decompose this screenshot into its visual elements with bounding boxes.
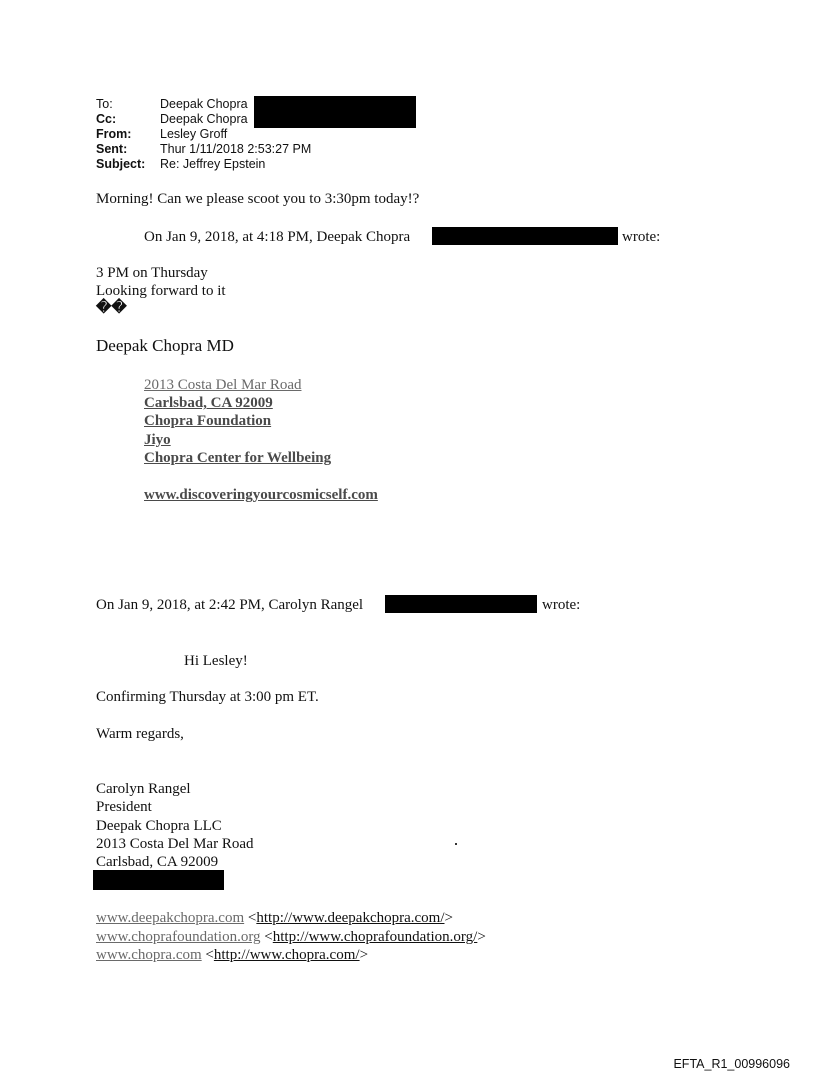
link-row: www.chopra.com <http://www.chopra.com/>: [96, 947, 369, 963]
signature-city-link[interactable]: Carlsbad, CA 92009: [144, 395, 273, 411]
sig2-title: President: [96, 799, 152, 815]
signature-name: Deepak Chopra MD: [96, 336, 234, 355]
redaction-block: [254, 96, 416, 128]
reply-line-1: 3 PM on Thursday: [96, 265, 208, 281]
link-url[interactable]: http://www.chopra.com/: [213, 947, 360, 963]
header-subject-label: Subject:: [96, 157, 146, 171]
redaction-block: [93, 870, 224, 890]
greeting-line: Morning! Can we please scoot you to 3:30pm today!?: [96, 191, 420, 207]
header-cc-label: Cc:: [96, 112, 117, 126]
header-from-value: Lesley Groff: [160, 127, 228, 141]
signature-center-link[interactable]: Chopra Center for Wellbeing: [144, 450, 332, 466]
header-subject-value: Re: Jeffrey Epstein: [160, 157, 266, 171]
reply-glyphs: ��: [96, 300, 127, 316]
sig2-name: Carolyn Rangel: [96, 781, 191, 797]
sig2-city: Carlsbad, CA 92009: [96, 854, 219, 870]
regards-line: Warm regards,: [96, 726, 184, 742]
quote1-intro: On Jan 9, 2018, at 4:18 PM, Deepak Chopra: [144, 229, 411, 245]
redaction-block: [432, 227, 618, 245]
link-text[interactable]: www.choprafoundation.org: [96, 929, 261, 945]
link-row: www.choprafoundation.org <http://www.choprafoundation.org/>: [96, 929, 486, 945]
sig2-address: 2013 Costa Del Mar Road: [96, 836, 254, 852]
redaction-block: [385, 595, 537, 613]
link-row: www.deepakchopra.com <http://www.deepakchopra.com/>: [96, 910, 453, 926]
confirm-line: Confirming Thursday at 3:00 pm ET.: [96, 689, 319, 705]
reply-line-2: Looking forward to it: [96, 283, 226, 299]
document-id: EFTA_R1_00996096: [673, 1057, 790, 1071]
sig2-company: Deepak Chopra LLC: [96, 818, 222, 834]
header-to-value: Deepak Chopra: [160, 97, 248, 111]
stray-dot: [455, 843, 457, 845]
hi-line: Hi Lesley!: [184, 653, 248, 669]
header-sent-value: Thur 1/11/2018 2:53:27 PM: [160, 142, 312, 156]
header-cc-value: Deepak Chopra: [160, 112, 248, 126]
quote2-wrote: wrote:: [542, 597, 581, 613]
header-sent-label: Sent:: [96, 142, 128, 156]
signature-foundation-link[interactable]: Chopra Foundation: [144, 413, 272, 429]
link-text[interactable]: www.chopra.com: [96, 947, 202, 963]
signature-address-link[interactable]: 2013 Costa Del Mar Road: [144, 377, 302, 393]
header-to-label: To:: [96, 97, 113, 111]
link-url[interactable]: http://www.deepakchopra.com/: [256, 910, 445, 926]
signature-jiyo-link[interactable]: Jiyo: [144, 432, 171, 448]
header-from-label: From:: [96, 127, 132, 141]
link-text[interactable]: www.deepakchopra.com: [96, 910, 245, 926]
signature-website-link[interactable]: www.discoveringyourcosmicself.com: [144, 487, 378, 503]
quote2-intro: On Jan 9, 2018, at 2:42 PM, Carolyn Rangel: [96, 597, 364, 613]
link-url[interactable]: http://www.choprafoundation.org/: [272, 929, 478, 945]
quote1-wrote: wrote:: [622, 229, 661, 245]
